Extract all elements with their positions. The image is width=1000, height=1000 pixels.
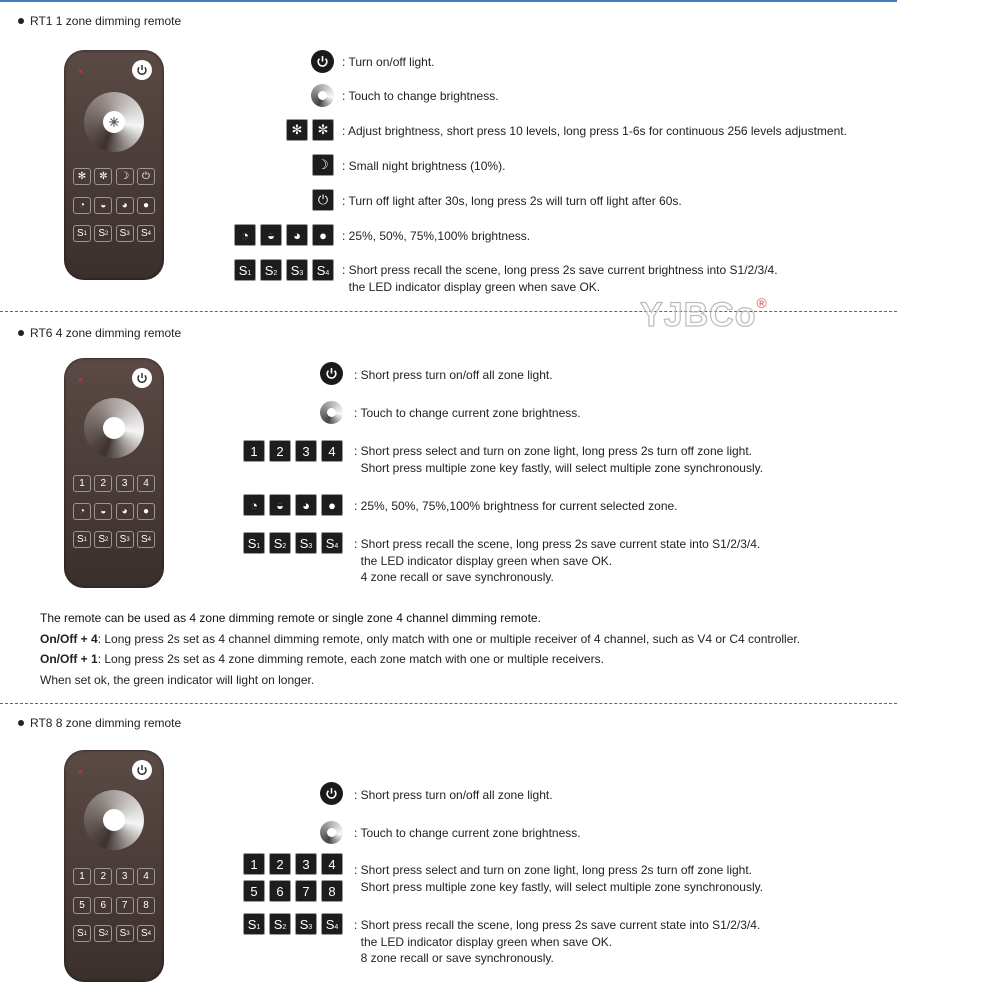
brand-watermark: YJBCo® (640, 295, 768, 334)
scene-key: S 1 (73, 531, 91, 548)
remote-rt6-image (64, 358, 164, 588)
scene-key: S 4 (137, 925, 155, 942)
bullet-icon (18, 720, 24, 726)
description: : Short press recall the scene, long press 2s save current brightness into S1/2/3/4. the LED indicator display green when save OK. (342, 263, 778, 294)
level-25-icon: ◔ (73, 197, 91, 214)
icon-group (318, 362, 343, 385)
zone-key: 3 (295, 440, 317, 462)
section-title-rt6: RT6 4 zone dimming remote (18, 326, 181, 340)
zone-key: 7 (295, 880, 317, 902)
scene-key: S 3 (295, 913, 317, 935)
bullet-icon (18, 330, 24, 336)
icon-group (309, 154, 334, 176)
scene-key: S 3 (116, 531, 134, 548)
level-100-icon: ● (137, 197, 155, 214)
icon-group (318, 821, 343, 844)
description: : Adjust brightness, short press 10 levels, long press 1-6s for continuous 256 levels adjustment. (342, 124, 847, 138)
icon-group (309, 50, 334, 73)
level-100-icon: ● (321, 494, 343, 516)
description: : Touch to change current zone brightness. (354, 826, 581, 840)
remote-key-row (73, 925, 155, 942)
icon-group (226, 224, 334, 246)
section-title-rt8: RT8 8 zone dimming remote (18, 716, 181, 730)
description: : Short press recall the scene, long press 2s save current state into S1/2/3/4. the LED indicator display green when save OK. 8 zone recall or save synchronously. (354, 918, 761, 965)
icon-group (236, 494, 343, 516)
touch-wheel-icon (320, 821, 343, 844)
description: : Turn off light after 30s, long press 2s will turn off light after 60s. (342, 194, 682, 208)
note-heading: The remote can be used as 4 zone dimming remote or single zone 4 channel dimming remote. (40, 611, 541, 625)
scene-key: S 4 (312, 259, 334, 281)
power-icon (320, 782, 343, 805)
zone-key: 7 (116, 897, 134, 914)
remote-key-row (73, 168, 155, 185)
scene-key: S 2 (94, 531, 112, 548)
night-icon: ☽ (116, 168, 134, 185)
level-75-icon: ◕ (116, 197, 134, 214)
scene-key: S 4 (137, 225, 155, 242)
brightness-down-icon: ✻ (73, 168, 91, 185)
zone-key: 2 (269, 853, 291, 875)
icon-group (309, 84, 334, 107)
section-divider (0, 703, 897, 704)
description: : Short press select and turn on zone light, long press 2s turn off zone light. Short press multiple zone key fastly, will select multiple zone synchronously. (354, 444, 764, 475)
zone-key: 8 (321, 880, 343, 902)
description: : Short press recall the scene, long press 2s save current state into S1/2/3/4. the LED indicator display green when save OK. 4 zone recall or save synchronously. (354, 537, 761, 584)
icon-group (236, 440, 343, 462)
power-icon (311, 50, 334, 73)
level-50-icon: ◒ (94, 197, 112, 214)
scene-key: S 2 (269, 913, 291, 935)
touch-wheel-icon (320, 401, 343, 424)
description: : Small night brightness (10%). (342, 159, 506, 173)
level-50-icon: ◒ (260, 224, 282, 246)
scene-key: S 2 (94, 225, 112, 242)
zone-key: 4 (137, 868, 155, 885)
icon-group (318, 401, 343, 424)
zone-key: 1 (243, 440, 265, 462)
icon-group (226, 259, 334, 281)
touch-wheel-icon (84, 92, 144, 152)
icon-group (236, 532, 343, 554)
remote-key-row (73, 868, 155, 885)
note-line: On/Off + 1: Long press 2s set as 4 zone dimming remote, each zone match with one or multiple receivers. (40, 652, 604, 666)
zone-key: 2 (94, 475, 112, 492)
touch-wheel-icon (84, 790, 144, 850)
remote-key-row (73, 197, 155, 214)
description: : Touch to change current zone brightness. (354, 406, 581, 420)
led-indicator (79, 770, 82, 773)
level-25-icon: ◔ (243, 494, 265, 516)
zone-key: 2 (269, 440, 291, 462)
level-25-icon: ◔ (234, 224, 256, 246)
scene-key: S 1 (243, 532, 265, 554)
zone-key: 1 (243, 853, 265, 875)
scene-key: S 3 (116, 225, 134, 242)
zone-key: 3 (116, 868, 134, 885)
description: : Short press turn on/off all zone light. (354, 788, 553, 802)
description: : Short press turn on/off all zone light. (354, 368, 553, 382)
description: : Touch to change brightness. (342, 89, 499, 103)
description: : Short press select and turn on zone light, long press 2s turn off zone light. Short press multiple zone key fastly, will select multiple zone synchronously. (354, 863, 764, 894)
icon-group (309, 189, 334, 211)
scene-key: S 1 (243, 913, 265, 935)
timer-power-icon: ⏻ (312, 189, 334, 211)
scene-key: S 2 (94, 925, 112, 942)
zone-key: 3 (116, 475, 134, 492)
touch-wheel-icon (311, 84, 334, 107)
led-indicator (79, 70, 82, 73)
zone-key: 5 (73, 897, 91, 914)
remote-key-row (73, 531, 155, 548)
power-icon (132, 760, 152, 780)
zone-key: 4 (321, 440, 343, 462)
icon-group (236, 853, 343, 875)
led-indicator (79, 378, 82, 381)
zone-key: 5 (243, 880, 265, 902)
scene-key: S 4 (321, 913, 343, 935)
timer-power-icon: ⏻ (137, 168, 155, 185)
brightness-down-icon: ✻ (286, 119, 308, 141)
touch-wheel-icon (84, 398, 144, 458)
zone-key: 4 (137, 475, 155, 492)
scene-key: S 1 (73, 925, 91, 942)
night-icon: ☽ (312, 154, 334, 176)
zone-key: 1 (73, 868, 91, 885)
icon-group (318, 782, 343, 805)
remote-key-row (73, 503, 155, 520)
level-75-icon: ◕ (286, 224, 308, 246)
icon-group (236, 880, 343, 902)
description: : Turn on/off light. (342, 55, 435, 69)
power-icon (132, 60, 152, 80)
level-100-icon: ● (137, 503, 155, 520)
level-50-icon: ◒ (94, 503, 112, 520)
scene-key: S 3 (116, 925, 134, 942)
zone-key: 8 (137, 897, 155, 914)
icon-group (236, 913, 343, 935)
scene-key: S 2 (269, 532, 291, 554)
bullet-icon (18, 18, 24, 24)
remote-rt1-image (64, 50, 164, 280)
note-block (40, 608, 800, 690)
zone-key: 4 (321, 853, 343, 875)
top-rule (0, 0, 897, 2)
scene-key: S 1 (234, 259, 256, 281)
description: : 25%, 50%, 75%,100% brightness. (342, 229, 531, 243)
level-50-icon: ◒ (269, 494, 291, 516)
power-icon (132, 368, 152, 388)
zone-key: 3 (295, 853, 317, 875)
level-100-icon: ● (312, 224, 334, 246)
zone-key: 6 (269, 880, 291, 902)
note-line: On/Off + 4: Long press 2s set as 4 channel dimming remote, only match with one or multiple receiver of 4 channel, such as V4 or C4 controller. (40, 631, 801, 646)
remote-key-row (73, 897, 155, 914)
scene-key: S 4 (137, 531, 155, 548)
section-title-rt1: RT1 1 zone dimming remote (18, 14, 181, 28)
brightness-up-icon: ✼ (312, 119, 334, 141)
scene-key: S 3 (295, 532, 317, 554)
scene-key: S 4 (321, 532, 343, 554)
remote-key-row (73, 475, 155, 492)
remote-rt8-image (64, 750, 164, 982)
note-line: When set ok, the green indicator will light on longer. (40, 672, 315, 687)
scene-key: S 3 (286, 259, 308, 281)
scene-key: S 2 (260, 259, 282, 281)
description: : 25%, 50%, 75%,100% brightness for current selected zone. (354, 499, 678, 513)
remote-key-row (73, 225, 155, 242)
level-75-icon: ◕ (116, 503, 134, 520)
zone-key: 6 (94, 897, 112, 914)
scene-key: S 1 (73, 225, 91, 242)
level-75-icon: ◕ (295, 494, 317, 516)
power-icon (320, 362, 343, 385)
zone-key: 2 (94, 868, 112, 885)
zone-key: 1 (73, 475, 91, 492)
brightness-up-icon: ✼ (94, 168, 112, 185)
level-25-icon: ◔ (73, 503, 91, 520)
icon-group (280, 119, 334, 141)
